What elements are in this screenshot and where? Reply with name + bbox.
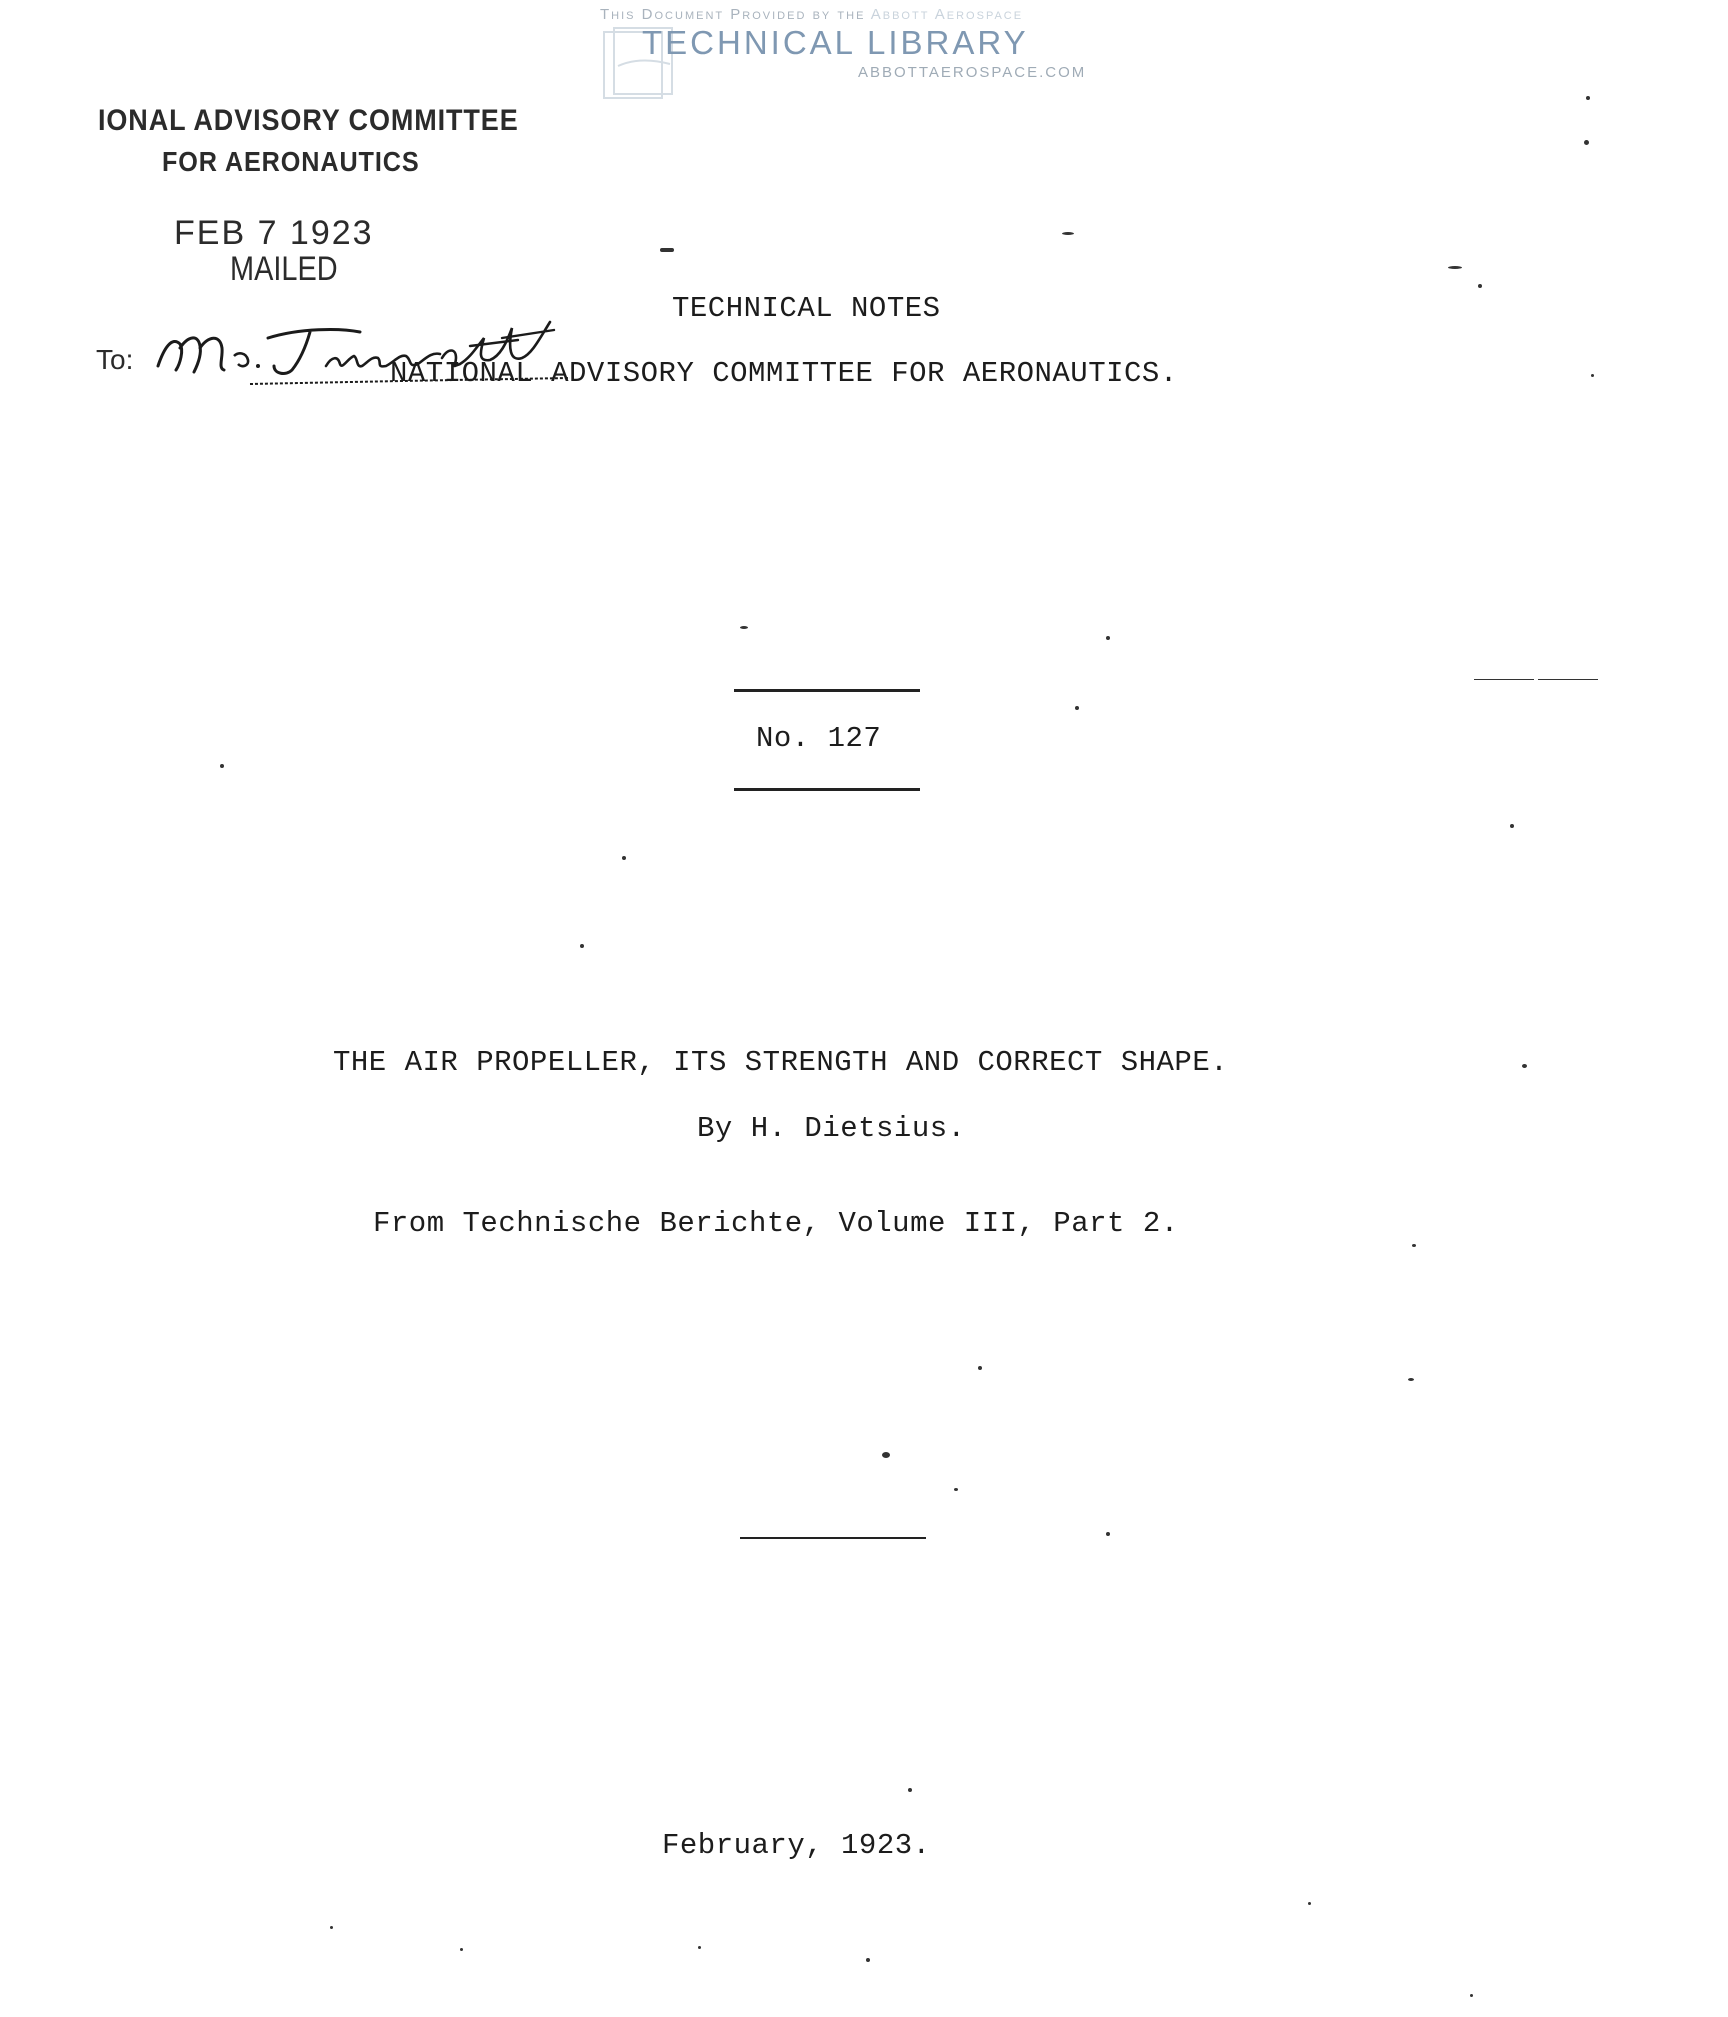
scan-speck (1062, 232, 1074, 235)
library-watermark (600, 6, 1120, 81)
document-source: From Technische Berichte, Volume III, Part 2. (373, 1207, 1179, 1240)
scan-speck (1586, 96, 1590, 100)
scan-speck (1474, 679, 1534, 680)
stamp-committee: IONAL ADVISORY COMMITTEE (98, 104, 519, 137)
organization-heading: NATIONAL ADVISORY COMMITTEE FOR AERONAUTICS. (390, 357, 1178, 390)
document-date: February, 1923. (662, 1829, 931, 1862)
scan-speck (1308, 1902, 1311, 1905)
scan-speck (866, 1958, 870, 1962)
scan-speck (460, 1948, 463, 1951)
rule-below-number (734, 788, 920, 791)
scan-speck (1106, 1532, 1110, 1536)
scan-speck (882, 1452, 890, 1458)
rule-above-date (740, 1537, 926, 1539)
stamp-to-label: To: (96, 344, 134, 375)
report-number: No. 127 (756, 722, 882, 755)
scan-speck (1412, 1244, 1416, 1247)
scan-speck (330, 1926, 333, 1929)
scan-speck (1522, 1064, 1527, 1068)
scan-speck (1408, 1378, 1414, 1381)
scan-speck (220, 764, 224, 768)
scan-speck (908, 1788, 912, 1792)
scan-speck (978, 1366, 982, 1370)
watermark-title: TECHNICAL LIBRARY (642, 24, 1029, 61)
scan-speck (1538, 679, 1598, 680)
scan-speck (1510, 824, 1514, 828)
watermark-brand: Abbott Aerospace (870, 6, 1024, 23)
scan-speck (1470, 1994, 1473, 1997)
document-title: THE AIR PROPELLER, ITS STRENGTH AND CORRECT SHAPE. (333, 1046, 1229, 1079)
stamp-aeronautics: FOR AERONAUTICS (162, 146, 420, 177)
scan-speck (622, 856, 626, 860)
rule-above-number (734, 689, 920, 692)
stamp-mailed: MAILED (230, 250, 338, 288)
scan-speck (1106, 636, 1110, 640)
scan-speck (1478, 284, 1482, 288)
scan-speck (1591, 374, 1594, 377)
scan-speck (1584, 140, 1589, 145)
scan-speck (660, 248, 674, 252)
scan-speck (740, 626, 748, 629)
scan-speck (580, 944, 584, 948)
series-heading: TECHNICAL NOTES (672, 292, 941, 325)
watermark-provided-by: This Document Provided by the Abbott Aerospace (600, 6, 1024, 23)
scan-speck (698, 1946, 701, 1949)
scan-speck (1448, 266, 1462, 269)
scan-speck (954, 1488, 958, 1491)
scan-speck (1075, 706, 1079, 710)
document-author: By H. Dietsius. (697, 1112, 966, 1145)
watermark-url: ABBOTTAEROSPACE.COM (858, 64, 1087, 81)
stamp-date: FEB 7 1923 (174, 214, 374, 252)
